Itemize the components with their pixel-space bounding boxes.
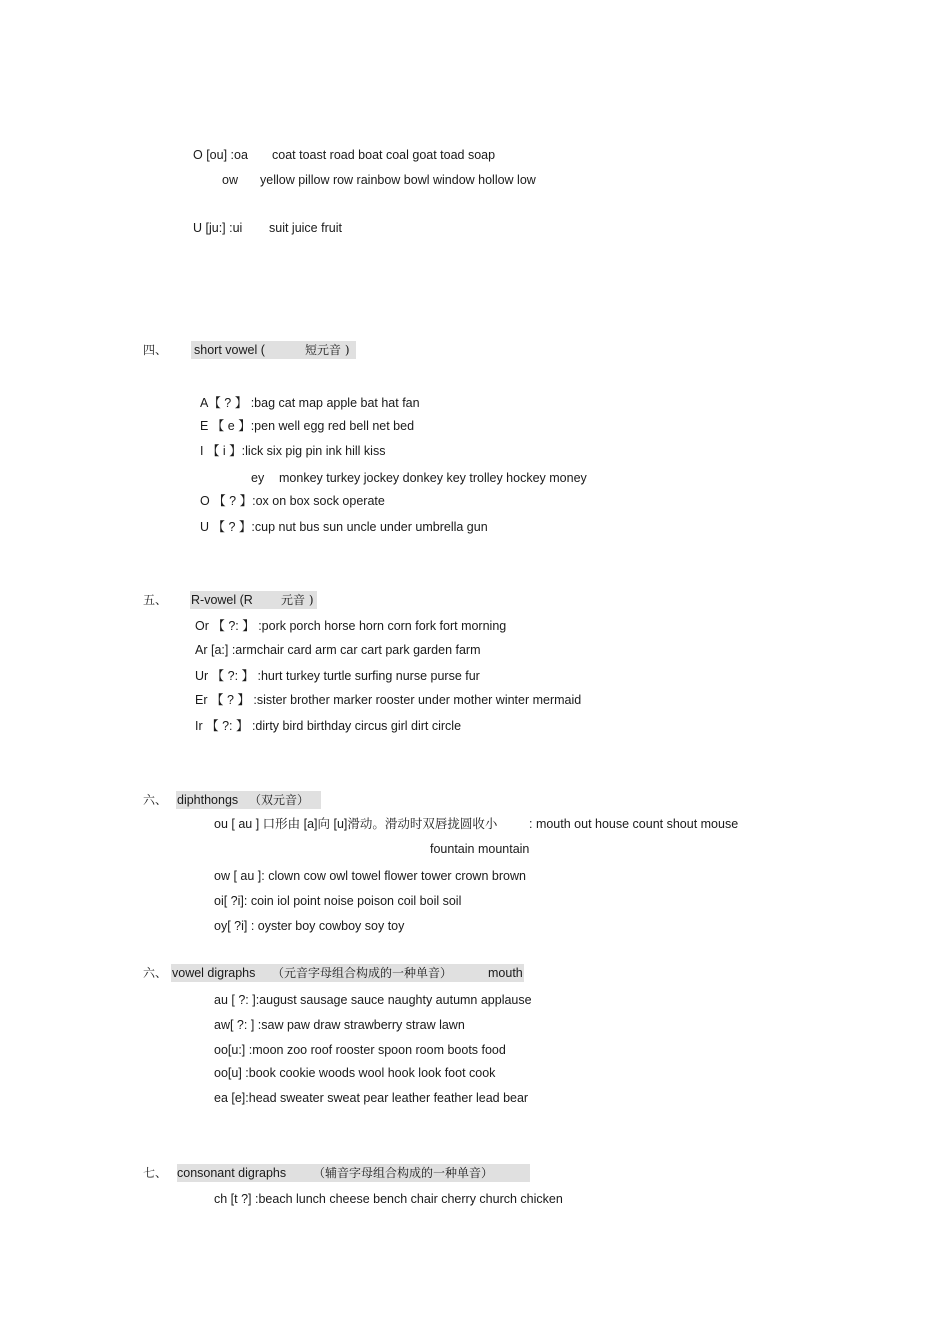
section-6b-title: vowel digraphs bbox=[172, 966, 256, 980]
section-7-title-cn: （辅音字母组合构成的一种单音） bbox=[313, 1166, 494, 1180]
section-5-title: R-vowel (R bbox=[191, 593, 253, 607]
section-6a-title-cn: （双元音） bbox=[249, 793, 310, 807]
digraph-oo-long: oo[u:] :moon zoo roof rooster spoon room boots food bbox=[214, 1043, 506, 1057]
consonant-ch: ch [t ?] :beach lunch cheese bench chair cherry church chicken bbox=[214, 1192, 563, 1206]
diphthong-ow: ow [ au ]: clown cow owl towel flower tower crown brown bbox=[214, 869, 526, 883]
o-ow-label: ow bbox=[222, 173, 238, 187]
short-vowel-e: E 【 e 】:pen well egg red bell net bed bbox=[200, 419, 415, 433]
diphthong-oi: oi[ ?i]: coin iol point noise poison coil boil soil bbox=[214, 894, 462, 908]
u-ui-words: suit juice fruit bbox=[269, 221, 342, 235]
section-6a-number: 六、 bbox=[143, 793, 168, 807]
short-vowel-ey-label: ey bbox=[251, 471, 265, 485]
diphthong-ou-words: : mouth out house count shout mouse bbox=[529, 817, 739, 831]
short-vowel-ey-words: monkey turkey jockey donkey key trolley hockey money bbox=[279, 471, 587, 485]
r-vowel-ir: Ir 【 ?: 】 :dirty bird birthday circus girl dirt circle bbox=[195, 719, 462, 733]
short-vowel-o: O 【 ? 】:ox on box sock operate bbox=[200, 494, 385, 508]
digraph-oo-short: oo[u] :book cookie woods wool hook look foot cook bbox=[214, 1066, 496, 1080]
r-vowel-er: Er 【 ? 】 :sister brother marker rooster under mother winter mermaid bbox=[195, 693, 582, 707]
short-vowel-u: U 【 ? 】:cup nut bus sun uncle under umbrella gun bbox=[200, 520, 488, 534]
diphthong-oy: oy[ ?i] : oyster boy cowboy soy toy bbox=[214, 919, 405, 933]
section-6b-title-cn: （元音字母组合构成的一种单音） bbox=[272, 966, 453, 980]
o-oa-words: coat toast road boat coal goat toad soap bbox=[272, 148, 496, 162]
section-7-title: consonant digraphs bbox=[177, 1166, 287, 1180]
short-vowel-i: I 【 i 】:lick six pig pin ink hill kiss bbox=[200, 444, 386, 458]
r-vowel-ar: Ar [a:] :armchair card arm car cart park garden farm bbox=[195, 643, 481, 657]
section-6a-title: diphthongs bbox=[177, 793, 239, 807]
r-vowel-ur: Ur 【 ?: 】 :hurt turkey turtle surfing nurse purse fur bbox=[195, 669, 480, 683]
section-5-title-cn: 元音 ) bbox=[281, 593, 314, 607]
digraph-aw: aw[ ?: ] :saw paw draw strawberry straw lawn bbox=[214, 1018, 465, 1032]
section-6b-title-tail: mouth bbox=[488, 966, 523, 980]
o-ow-words: yellow pillow row rainbow bowl window hollow low bbox=[260, 173, 536, 187]
section-4-number: 四、 bbox=[143, 343, 168, 357]
section-4-title: short vowel ( bbox=[194, 343, 265, 357]
section-4-title-cn: 短元音 ) bbox=[305, 343, 350, 357]
digraph-ea: ea [e]:head sweater sweat pear leather feather lead bear bbox=[214, 1091, 529, 1105]
short-vowel-a: A【 ? 】 :bag cat map apple bat hat fan bbox=[200, 396, 420, 410]
diphthong-ou-label: ou [ au ] 口形由 [a]向 [u]滑动。滑动时双唇拢圆收小 bbox=[214, 817, 498, 831]
r-vowel-or: Or 【 ?: 】 :pork porch horse horn corn fork fort morning bbox=[195, 619, 507, 633]
section-6b-number: 六、 bbox=[143, 966, 168, 980]
section-5-number: 五、 bbox=[143, 593, 168, 607]
section-7-number: 七、 bbox=[143, 1166, 168, 1180]
u-ui-label: U [ju:] :ui bbox=[193, 221, 243, 235]
diphthong-ou-words-cont: fountain mountain bbox=[430, 842, 530, 856]
o-oa-label: O [ou] :oa bbox=[193, 148, 248, 162]
digraph-au: au [ ?: ]:august sausage sauce naughty autumn applause bbox=[214, 993, 532, 1007]
